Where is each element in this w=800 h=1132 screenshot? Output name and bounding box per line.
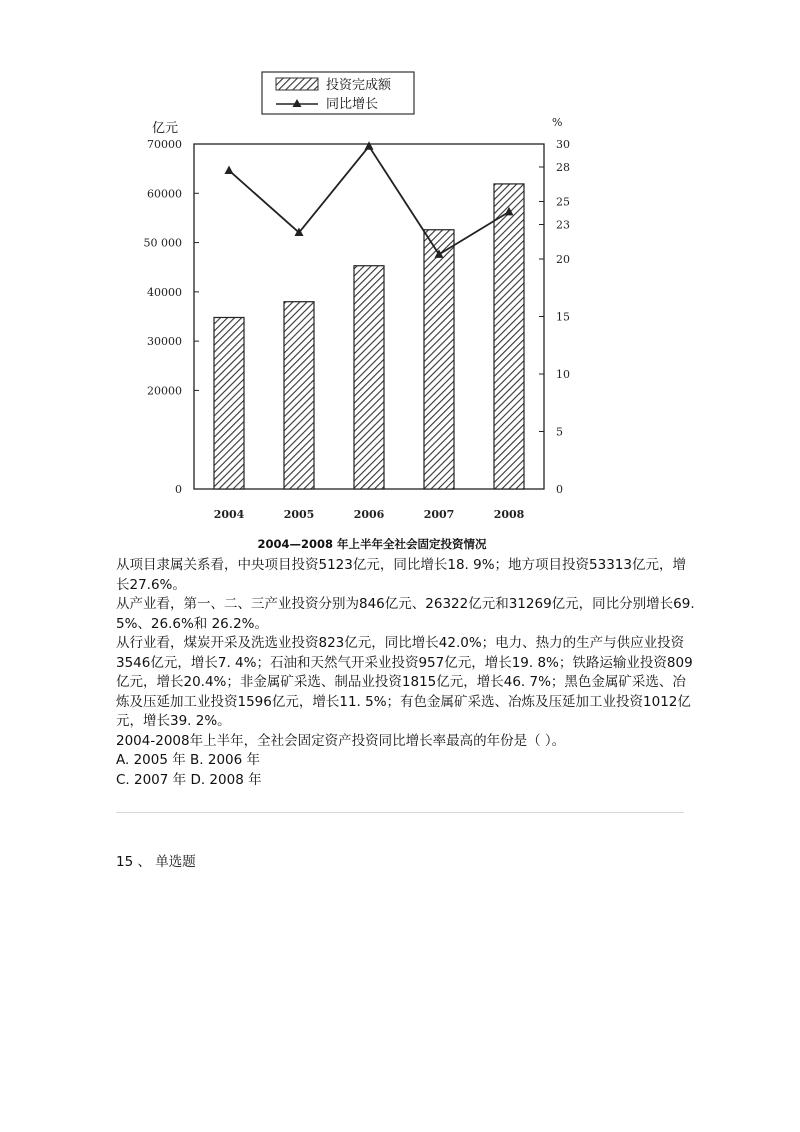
y-right-tick-label: 30 bbox=[556, 138, 570, 151]
x-axis-ticks bbox=[214, 508, 525, 521]
x-tick-label: 2005 bbox=[283, 508, 315, 521]
answer-options-cd: C. 2007 年 D. 2008 年 bbox=[116, 771, 262, 788]
legend-bar-swatch bbox=[276, 78, 318, 90]
question-stem: 2004-2008年上半年，全社会固定资产投资同比增长率最高的年份是（ ）。 bbox=[116, 732, 566, 749]
y-left-tick-label: 30000 bbox=[147, 335, 182, 349]
growth-point-2006 bbox=[365, 141, 374, 150]
bar-series bbox=[214, 184, 524, 489]
y-right-tick-label: 28 bbox=[556, 161, 570, 174]
chart-title: 2004—2008 年上半年全社会固定投资情况 bbox=[257, 537, 487, 551]
y-left-tick-label: 0 bbox=[175, 483, 182, 496]
growth-line-series bbox=[225, 141, 514, 258]
y-right-tick-label: 5 bbox=[556, 425, 563, 439]
chart-legend bbox=[262, 72, 414, 114]
bar-2008 bbox=[494, 184, 524, 489]
y-left-tick-label: 70000 bbox=[147, 138, 182, 151]
investment-chart bbox=[0, 0, 800, 560]
bar-2005 bbox=[284, 302, 314, 489]
passage-paragraph-3: 从行业看，煤炭开采及洗选业投资823亿元，同比增长42.0%；电力、热力的生产与供应业投资3546亿元，增长7. 4%；石油和天然气开采业投资957亿元，增长19. 8%；铁路运输业投资809亿元，增长20.4%；非金属矿采选、制品业投资1815亿元，增长46. 7%；黑色金属矿采选、冶炼及压延加工业投资1596亿元，增长11. 5%；有色金属矿采选、冶炼及压延加工业投资1012亿元，增长39. 2%。 bbox=[116, 635, 693, 729]
legend-line-label: 同比增长 bbox=[326, 97, 379, 112]
y-left-tick-label: 60000 bbox=[147, 187, 182, 201]
next-question-header: 15 、 单选题 bbox=[116, 854, 196, 870]
y-axis-left-ticks bbox=[144, 138, 200, 496]
section-divider bbox=[116, 812, 684, 813]
answer-options-ab: A. 2005 年 B. 2006 年 bbox=[116, 752, 261, 768]
growth-line bbox=[229, 146, 509, 254]
x-tick-label: 2007 bbox=[423, 508, 455, 521]
y-left-tick-label: 40000 bbox=[147, 285, 182, 299]
legend-bar-label: 投资完成额 bbox=[326, 78, 392, 93]
bar-2007 bbox=[424, 230, 454, 489]
x-tick-label: 2004 bbox=[213, 508, 245, 521]
growth-point-2004 bbox=[225, 165, 234, 174]
x-tick-label: 2006 bbox=[353, 508, 385, 521]
y-axis-left-label: 亿元 bbox=[152, 121, 179, 136]
bar-2004 bbox=[214, 317, 244, 489]
y-left-tick-label: 50 000 bbox=[143, 236, 182, 250]
y-right-tick-label: 23 bbox=[556, 218, 570, 232]
y-axis-right-label: % bbox=[552, 116, 563, 129]
y-right-tick-label: 15 bbox=[556, 310, 570, 324]
bar-2006 bbox=[354, 266, 384, 489]
y-right-tick-label: 25 bbox=[556, 195, 570, 209]
passage-paragraph-1: 从项目隶属关系看，中央项目投资5123亿元，同比增长18. 9%；地方项目投资53313亿元，增长27.6%。 bbox=[116, 557, 686, 593]
passage-paragraph-2: 从产业看，第一、二、三产业投资分别为846亿元、26322亿元和31269亿元，同比分别增长69. 5%、26.6%和 26.2%。 bbox=[116, 596, 695, 632]
y-right-tick-label: 20 bbox=[556, 253, 570, 266]
question-passage bbox=[116, 556, 696, 790]
y-right-tick-label: 10 bbox=[556, 368, 570, 381]
y-right-tick-label: 0 bbox=[556, 483, 563, 496]
legend-line-marker bbox=[293, 99, 302, 107]
y-left-tick-label: 20000 bbox=[147, 384, 182, 398]
x-tick-label: 2008 bbox=[493, 508, 525, 521]
